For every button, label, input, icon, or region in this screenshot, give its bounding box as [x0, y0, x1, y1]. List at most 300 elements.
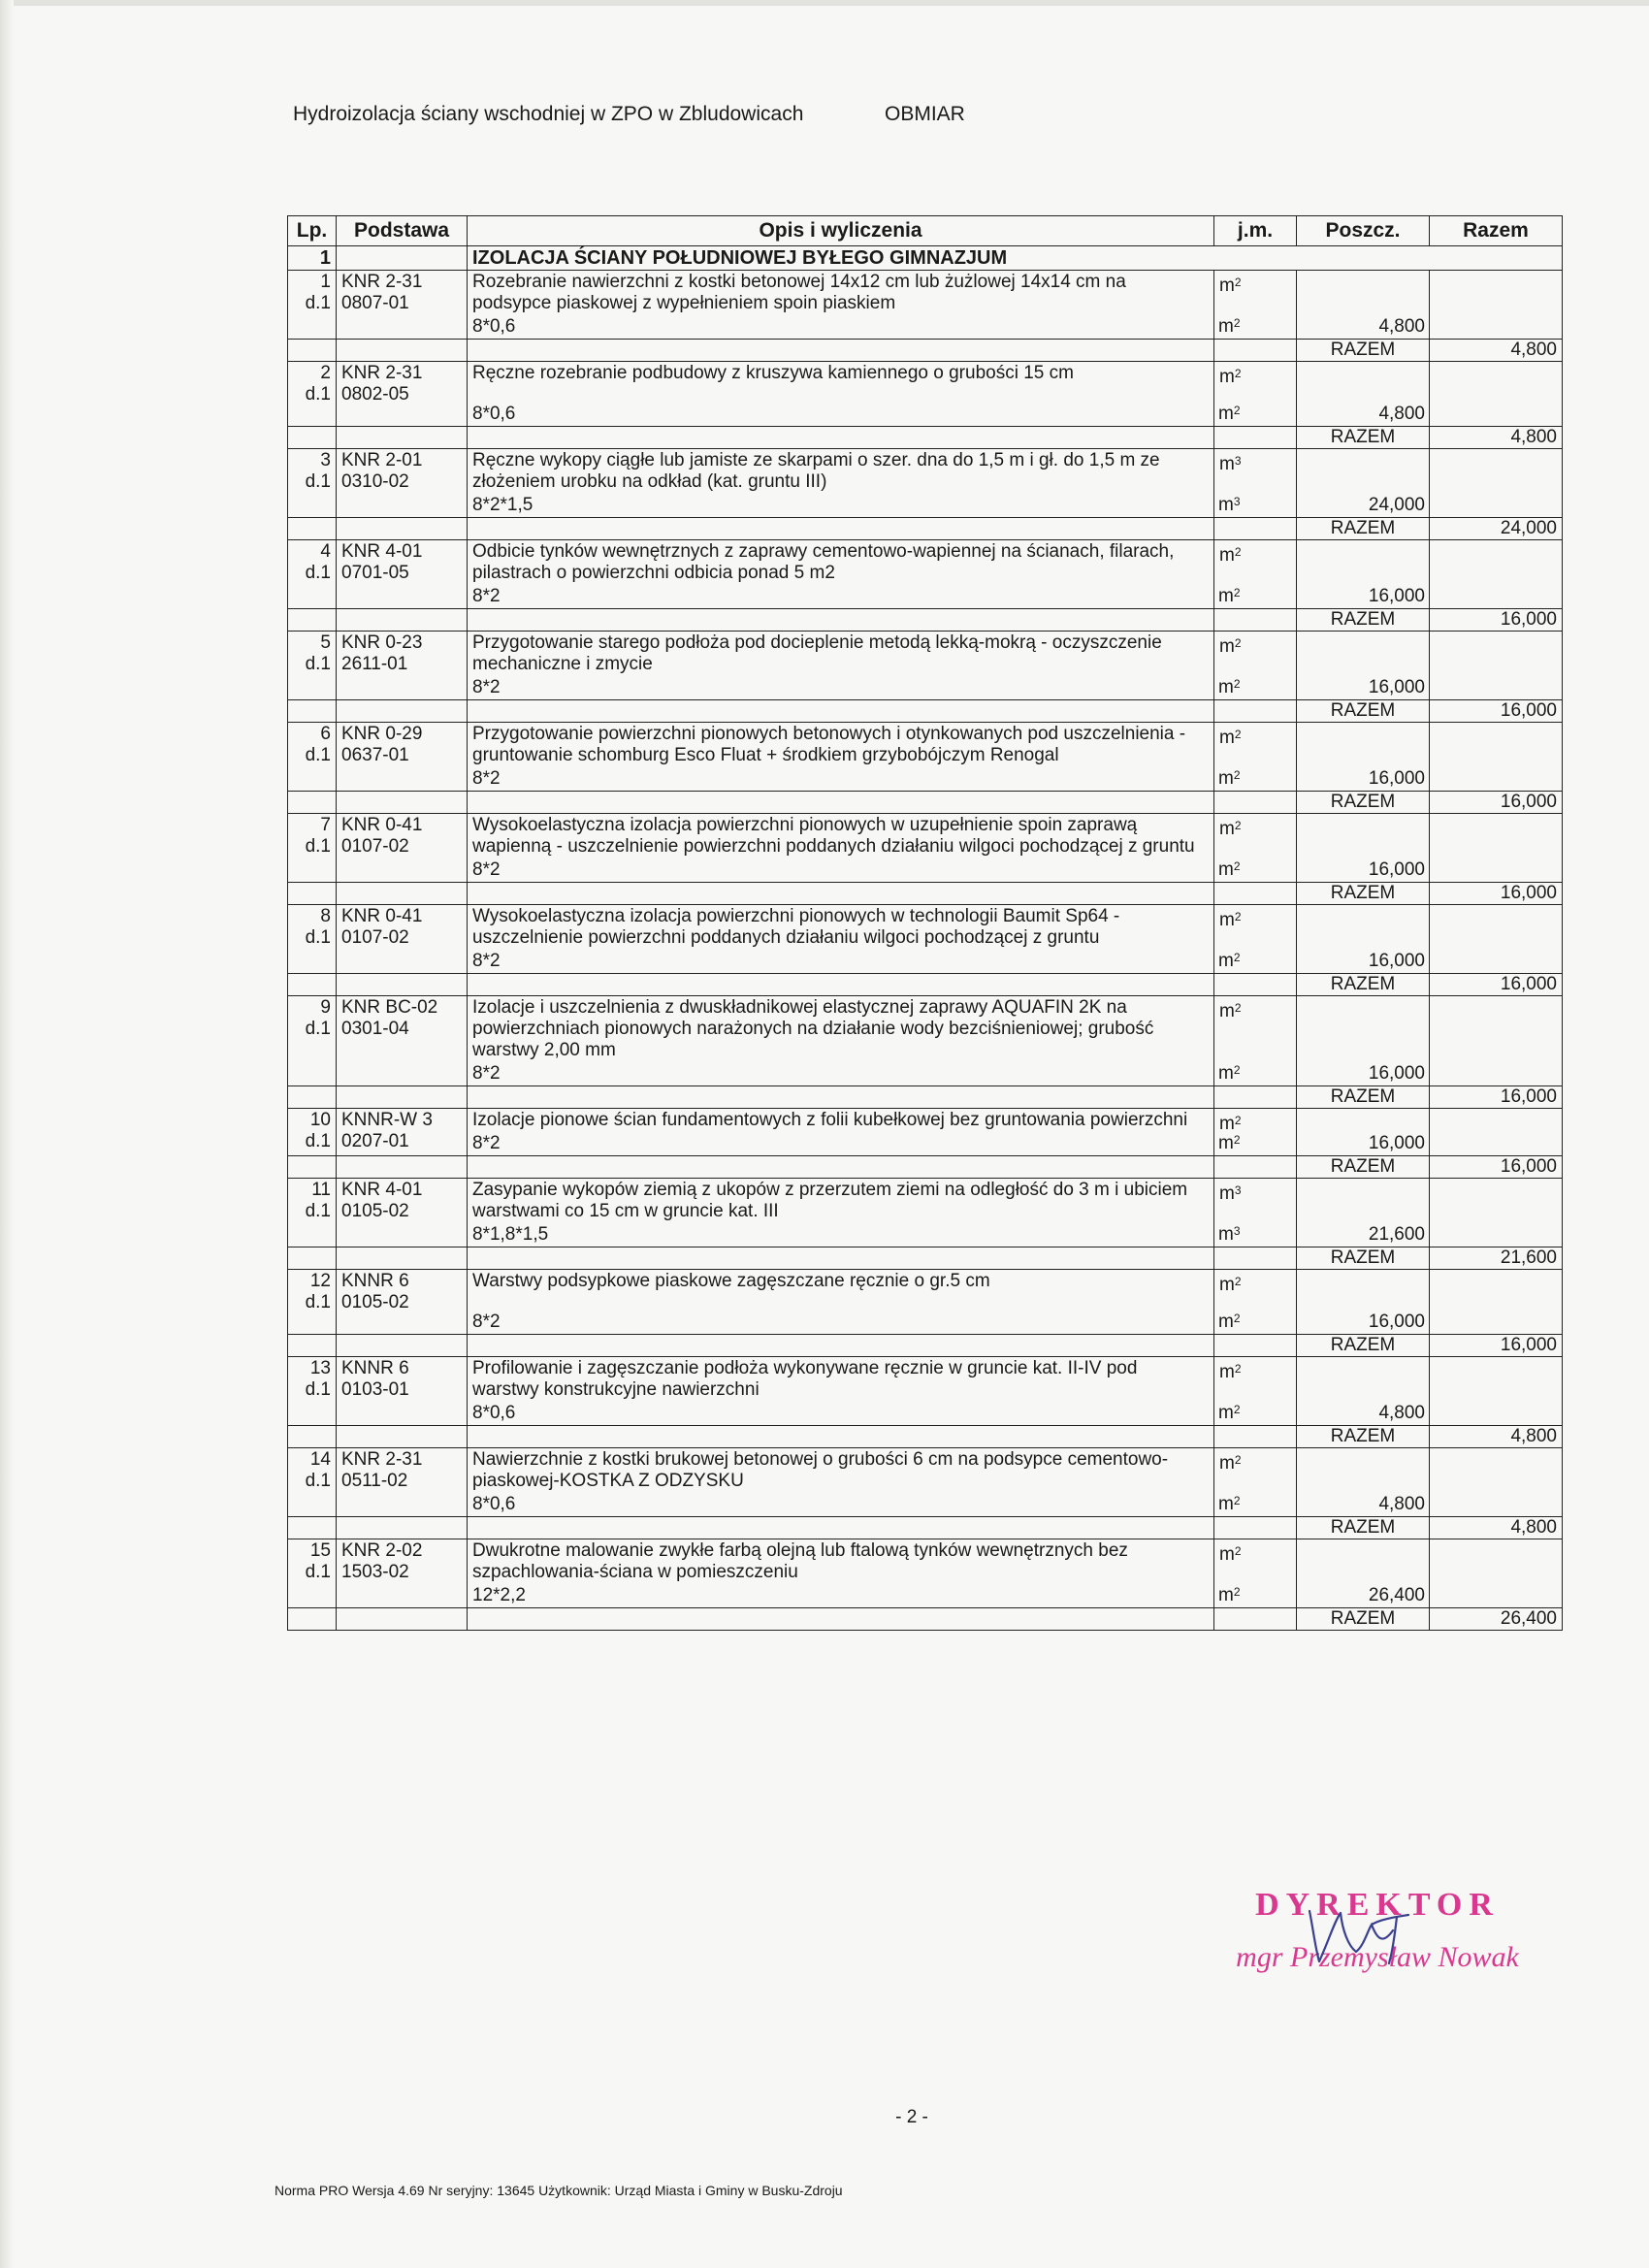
- item-unit: [1219, 1180, 1291, 1205]
- table-row: [288, 1109, 1563, 1156]
- document-title: Hydroizolacja ściany wschodniej w ZPO w Zbludowicach: [293, 103, 804, 125]
- unit-exponent: 2: [1234, 728, 1242, 741]
- unit-base: m: [1218, 859, 1234, 880]
- item-description: Izolacje pionowe ścian fundamentowych z folii kubełkowej bez gruntowania powierzchni: [472, 1110, 1188, 1130]
- subtotal-label: RAZEM: [1297, 1517, 1430, 1539]
- unit-base: m: [1218, 1403, 1234, 1423]
- item-basis: KNNR-W 3 0207-01: [337, 1109, 468, 1156]
- item-partial-value: 24,000: [1368, 495, 1425, 515]
- table-row: [288, 271, 1563, 340]
- unit-base: m: [1219, 545, 1235, 566]
- subtotal-empty: [468, 609, 1214, 632]
- unit-base: m: [1218, 677, 1234, 697]
- item-partial-cell: [1297, 632, 1430, 700]
- unit-exponent: 2: [1234, 1001, 1242, 1015]
- item-unit-cell: [1214, 1270, 1297, 1335]
- item-description-cell: [468, 1539, 1214, 1608]
- unit-exponent: 3: [1233, 1224, 1241, 1238]
- item-total-empty: [1430, 632, 1563, 700]
- item-description: Wysokoelastyczna izolacja powierzchni pionowych w uzupełnienie spoin zaprawą wapienną - uszczelnienie powierzchni poddanych działaniu wilgoci pochodzącej z gruntu: [472, 815, 1195, 857]
- subtotal-empty: [288, 1156, 337, 1179]
- item-unit: [1219, 541, 1291, 567]
- item-number: 6 d.1: [288, 723, 337, 792]
- item-partial-value: 21,600: [1368, 1224, 1425, 1245]
- unit-base: m: [1218, 1063, 1234, 1084]
- section-title: IZOLACJA ŚCIANY POŁUDNIOWEJ BYŁEGO GIMNAZJUM: [468, 246, 1563, 271]
- item-unit: [1219, 632, 1291, 658]
- subtotal-label: RAZEM: [1297, 518, 1430, 540]
- item-partial-value: 16,000: [1368, 768, 1425, 789]
- unit-base: m: [1219, 454, 1235, 474]
- subtotal-empty: [468, 427, 1214, 449]
- item-unit-calc: [1218, 1059, 1241, 1085]
- section-empty-cell: [337, 246, 468, 271]
- subtotal-empty: [1214, 1608, 1297, 1631]
- item-partial-cell: [1297, 1539, 1430, 1608]
- subtotal-label: RAZEM: [1297, 1247, 1430, 1270]
- unit-base: m: [1219, 367, 1235, 387]
- subtotal-empty: [288, 1426, 337, 1448]
- subtotal-empty: [468, 340, 1214, 362]
- unit-exponent: 2: [1233, 677, 1241, 691]
- item-calculation: 8*0,6: [472, 316, 516, 337]
- subtotal-value: 16,000: [1430, 609, 1563, 632]
- subtotal-empty: [468, 1086, 1214, 1109]
- subtotal-empty: [288, 1247, 337, 1270]
- subtotal-value: 16,000: [1430, 792, 1563, 814]
- document-type: OBMIAR: [885, 103, 965, 125]
- subtotal-empty: [337, 1086, 468, 1109]
- item-partial-cell: [1297, 1270, 1430, 1335]
- subtotal-label: RAZEM: [1297, 1156, 1430, 1179]
- unit-exponent: 2: [1233, 1403, 1241, 1416]
- item-basis: KNR 0-29 0637-01: [337, 723, 468, 792]
- item-description: Profilowanie i zagęszczanie podłoża wykonywane ręcznie w gruncie kat. II-IV pod warstwy konstrukcyjne nawierzchni: [472, 1358, 1138, 1400]
- item-unit-calc: [1218, 1129, 1241, 1154]
- item-description: Wysokoelastyczna izolacja powierzchni pionowych w technologii Baumit Sp64 - uszczelnienie powierzchni poddanych działaniu wilgoci pochodzącej z gruntu: [472, 906, 1120, 948]
- subtotal-row: [288, 974, 1563, 996]
- table-row: [288, 1539, 1563, 1608]
- item-total-empty: [1430, 1109, 1563, 1156]
- item-number: 2 d.1: [288, 362, 337, 427]
- subtotal-empty: [1214, 700, 1297, 723]
- subtotal-label: RAZEM: [1297, 1086, 1430, 1109]
- item-partial-value: 16,000: [1368, 586, 1425, 606]
- subtotal-empty: [1214, 609, 1297, 632]
- subtotal-empty: [288, 1517, 337, 1539]
- item-total-empty: [1430, 996, 1563, 1086]
- item-unit-cell: [1214, 1448, 1297, 1517]
- subtotal-row: [288, 792, 1563, 814]
- item-basis: KNR 2-31 0802-05: [337, 362, 468, 427]
- table-header-row: [288, 216, 1563, 246]
- subtotal-row: [288, 609, 1563, 632]
- item-partial-cell: [1297, 1109, 1430, 1156]
- unit-exponent: 2: [1233, 316, 1241, 330]
- item-description-cell: [468, 1357, 1214, 1426]
- subtotal-value: 16,000: [1430, 883, 1563, 905]
- subtotal-empty: [468, 1247, 1214, 1270]
- subtotal-label: RAZEM: [1297, 609, 1430, 632]
- item-basis: KNR 2-02 1503-02: [337, 1539, 468, 1608]
- subtotal-empty: [1214, 1247, 1297, 1270]
- subtotal-value: 16,000: [1430, 974, 1563, 996]
- unit-exponent: 3: [1233, 495, 1241, 508]
- subtotal-empty: [1214, 518, 1297, 540]
- item-partial-cell: [1297, 540, 1430, 609]
- unit-base: m: [1218, 951, 1234, 971]
- subtotal-label: RAZEM: [1297, 883, 1430, 905]
- item-description: Ręczne wykopy ciągłe lub jamiste ze skarpami o szer. dna do 1,5 m i gł. do 1,5 m ze złożeniem urobku na odkład (kat. gruntu III): [472, 450, 1160, 492]
- subtotal-empty: [337, 340, 468, 362]
- item-calculation: 8*2: [472, 1063, 501, 1084]
- subtotal-value: 4,800: [1430, 340, 1563, 362]
- item-unit-cell: [1214, 362, 1297, 427]
- subtotal-value: 21,600: [1430, 1247, 1563, 1270]
- unit-base: m: [1219, 1114, 1235, 1134]
- item-calculation: 8*2: [472, 768, 501, 789]
- item-partial-cell: [1297, 362, 1430, 427]
- item-partial-value: 26,400: [1368, 1585, 1425, 1605]
- item-unit-cell: [1214, 540, 1297, 609]
- subtotal-label: RAZEM: [1297, 792, 1430, 814]
- item-partial-value: 16,000: [1368, 951, 1425, 971]
- item-description: Przygotowanie starego podłoża pod docieplenie metodą lekką-mokrą - oczyszczenie mechaniczne i zmycie: [472, 632, 1162, 674]
- unit-base: m: [1219, 636, 1235, 657]
- item-partial-value: 4,800: [1378, 404, 1425, 424]
- item-number: 14 d.1: [288, 1448, 337, 1517]
- subtotal-value: 4,800: [1430, 427, 1563, 449]
- item-unit: [1219, 815, 1291, 840]
- item-description-cell: [468, 996, 1214, 1086]
- subtotal-value: 26,400: [1430, 1608, 1563, 1631]
- item-total-empty: [1430, 1179, 1563, 1247]
- unit-base: m: [1219, 728, 1235, 748]
- item-total-empty: [1430, 362, 1563, 427]
- unit-base: m: [1219, 1544, 1235, 1565]
- unit-exponent: 3: [1234, 454, 1242, 468]
- item-unit-cell: [1214, 1357, 1297, 1426]
- col-header-jm: j.m.: [1214, 216, 1297, 246]
- subtotal-empty: [288, 609, 337, 632]
- item-calculation: 8*1,8*1,5: [472, 1224, 549, 1245]
- item-calculation: 8*2: [472, 1312, 501, 1332]
- unit-exponent: 2: [1234, 367, 1242, 380]
- subtotal-empty: [288, 1608, 337, 1631]
- item-total-empty: [1430, 905, 1563, 974]
- item-description: Izolacje i uszczelnienia z dwuskładnikowej elastycznej zaprawy AQUAFIN 2K na powierzchniach pionowych narażonych na działanie wody bezciśnieniowej; grubość warstwy 2,00 mm: [472, 997, 1154, 1060]
- item-calculation: 8*2*1,5: [472, 495, 534, 515]
- unit-base: m: [1219, 819, 1235, 839]
- unit-exponent: 2: [1233, 1133, 1241, 1147]
- item-unit-calc: [1218, 947, 1241, 972]
- unit-exponent: 2: [1234, 1362, 1242, 1376]
- item-partial-value: 16,000: [1368, 677, 1425, 697]
- item-partial-cell: [1297, 1357, 1430, 1426]
- subtotal-empty: [337, 609, 468, 632]
- table-row: [288, 814, 1563, 883]
- subtotal-empty: [337, 974, 468, 996]
- unit-base: m: [1219, 275, 1235, 296]
- item-basis: KNR BC-02 0301-04: [337, 996, 468, 1086]
- subtotal-empty: [1214, 883, 1297, 905]
- item-unit-cell: [1214, 723, 1297, 792]
- item-unit-cell: [1214, 905, 1297, 974]
- item-unit: [1219, 1358, 1291, 1383]
- subtotal-label: RAZEM: [1297, 427, 1430, 449]
- unit-base: m: [1218, 1224, 1234, 1245]
- subtotal-row: [288, 883, 1563, 905]
- unit-base: m: [1218, 768, 1234, 789]
- section-number: 1: [288, 246, 337, 271]
- unit-exponent: 2: [1234, 1453, 1242, 1467]
- item-description: Przygotowanie powierzchni pionowych betonowych i otynkowanych pod uszczelnienia - gruntowanie schomburg Esco Fluat + środkiem grzybobójczym Renogal: [472, 724, 1186, 765]
- subtotal-empty: [468, 974, 1214, 996]
- item-description: Odbicie tynków wewnętrznych z zaprawy cementowo-wapiennej na ścianach, filarach, pilastrach o powierzchni odbicia ponad 5 m2: [472, 541, 1175, 583]
- item-number: 8 d.1: [288, 905, 337, 974]
- item-unit-calc: [1218, 1220, 1241, 1246]
- item-unit: [1219, 906, 1291, 931]
- unit-exponent: 2: [1233, 1585, 1241, 1599]
- subtotal-empty: [288, 427, 337, 449]
- unit-base: m: [1218, 1312, 1234, 1332]
- unit-exponent: 2: [1234, 910, 1242, 923]
- unit-exponent: 2: [1234, 1114, 1242, 1127]
- item-unit-calc: [1218, 1490, 1241, 1515]
- subtotal-row: [288, 1335, 1563, 1357]
- subtotal-value: 16,000: [1430, 1156, 1563, 1179]
- unit-base: m: [1219, 1275, 1235, 1295]
- unit-exponent: 2: [1234, 1544, 1242, 1558]
- item-description-cell: [468, 1270, 1214, 1335]
- item-number: 3 d.1: [288, 449, 337, 518]
- item-description-cell: [468, 723, 1214, 792]
- item-unit-cell: [1214, 271, 1297, 340]
- item-partial-value: 4,800: [1378, 1494, 1425, 1514]
- subtotal-empty: [1214, 1156, 1297, 1179]
- subtotal-empty: [468, 883, 1214, 905]
- table-row: [288, 905, 1563, 974]
- unit-exponent: 2: [1233, 586, 1241, 599]
- item-partial-value: 16,000: [1368, 1063, 1425, 1084]
- table-row: [288, 1179, 1563, 1247]
- table-row: [288, 540, 1563, 609]
- item-description-cell: [468, 540, 1214, 609]
- unit-base: m: [1219, 1001, 1235, 1021]
- item-unit: [1219, 724, 1291, 749]
- item-basis: KNR 2-01 0310-02: [337, 449, 468, 518]
- subtotal-empty: [337, 792, 468, 814]
- subtotal-empty: [1214, 1517, 1297, 1539]
- subtotal-label: RAZEM: [1297, 700, 1430, 723]
- unit-base: m: [1218, 1585, 1234, 1605]
- unit-exponent: 2: [1233, 768, 1241, 782]
- item-unit-cell: [1214, 996, 1297, 1086]
- scan-left-edge: [0, 0, 14, 2268]
- unit-base: m: [1218, 1494, 1234, 1514]
- item-partial-cell: [1297, 905, 1430, 974]
- unit-exponent: 2: [1234, 1275, 1242, 1288]
- item-basis: KNR 4-01 0105-02: [337, 1179, 468, 1247]
- item-number: 4 d.1: [288, 540, 337, 609]
- subtotal-label: RAZEM: [1297, 974, 1430, 996]
- subtotal-empty: [337, 700, 468, 723]
- item-unit-cell: [1214, 814, 1297, 883]
- subtotal-empty: [1214, 974, 1297, 996]
- item-description-cell: [468, 1179, 1214, 1247]
- unit-base: m: [1219, 910, 1235, 930]
- item-unit-cell: [1214, 1109, 1297, 1156]
- item-calculation: 8*0,6: [472, 1403, 516, 1423]
- subtotal-empty: [1214, 340, 1297, 362]
- item-partial-value: 16,000: [1368, 1312, 1425, 1332]
- item-description-cell: [468, 362, 1214, 427]
- subtotal-empty: [1214, 1335, 1297, 1357]
- item-total-empty: [1430, 1357, 1563, 1426]
- unit-exponent: 2: [1233, 859, 1241, 873]
- subtotal-row: [288, 340, 1563, 362]
- item-description-cell: [468, 449, 1214, 518]
- item-unit-calc: [1218, 764, 1241, 790]
- subtotal-empty: [468, 1517, 1214, 1539]
- subtotal-empty: [337, 427, 468, 449]
- subtotal-empty: [1214, 427, 1297, 449]
- unit-base: m: [1218, 316, 1234, 337]
- item-calculation: 8*2: [472, 677, 501, 697]
- item-number: 10 d.1: [288, 1109, 337, 1156]
- subtotal-empty: [288, 974, 337, 996]
- unit-base: m: [1219, 1183, 1235, 1204]
- subtotal-empty: [1214, 1086, 1297, 1109]
- item-unit-calc: [1218, 312, 1241, 338]
- subtotal-empty: [337, 883, 468, 905]
- item-unit-calc: [1218, 1308, 1241, 1333]
- subtotal-empty: [288, 340, 337, 362]
- item-unit-calc: [1218, 582, 1241, 607]
- item-description: Zasypanie wykopów ziemią z ukopów z przerzutem ziemi na odległość do 3 m i ubiciem warstwami co 15 cm w gruncie kat. III: [472, 1180, 1188, 1221]
- subtotal-row: [288, 700, 1563, 723]
- subtotal-empty: [468, 1426, 1214, 1448]
- item-basis: KNR 0-23 2611-01: [337, 632, 468, 700]
- subtotal-row: [288, 518, 1563, 540]
- table-row: [288, 449, 1563, 518]
- item-partial-cell: [1297, 1448, 1430, 1517]
- subtotal-empty: [337, 1608, 468, 1631]
- subtotal-row: [288, 1156, 1563, 1179]
- measurement-table: [287, 215, 1563, 1631]
- subtotal-empty: [337, 1517, 468, 1539]
- item-description-cell: [468, 905, 1214, 974]
- unit-exponent: 2: [1234, 636, 1242, 650]
- scan-top-edge: [0, 0, 1649, 6]
- unit-exponent: 2: [1233, 951, 1241, 964]
- subtotal-value: 4,800: [1430, 1517, 1563, 1539]
- item-calculation: 8*0,6: [472, 404, 516, 424]
- item-description: Dwukrotne malowanie zwykłe farbą olejną lub ftalową tynków wewnętrznych bez szpachlowania-ściana w pomieszczeniu: [472, 1540, 1128, 1582]
- item-unit: [1219, 363, 1291, 388]
- item-partial-value: 16,000: [1368, 859, 1425, 880]
- unit-exponent: 2: [1234, 275, 1242, 289]
- item-unit-cell: [1214, 1539, 1297, 1608]
- unit-exponent: 3: [1234, 1183, 1242, 1197]
- col-header-poszcz: Poszcz.: [1297, 216, 1430, 246]
- item-total-empty: [1430, 1539, 1563, 1608]
- subtotal-empty: [288, 1335, 337, 1357]
- section-row: [288, 246, 1563, 271]
- item-description: Nawierzchnie z kostki brukowej betonowej o grubości 6 cm na podsypce cementowo-piaskowej-KOSTKA Z ODZYSKU: [472, 1449, 1169, 1491]
- item-calculation: 8*2: [472, 951, 501, 971]
- item-calculation: 8*0,6: [472, 1494, 516, 1514]
- table-row: [288, 632, 1563, 700]
- software-footer: Norma PRO Wersja 4.69 Nr seryjny: 13645 Użytkownik: Urząd Miasta i Gminy w Busku-Zdroju: [275, 2183, 843, 2198]
- item-total-empty: [1430, 540, 1563, 609]
- item-number: 13 d.1: [288, 1357, 337, 1426]
- item-unit-calc: [1218, 400, 1241, 425]
- item-partial-value: 4,800: [1378, 1403, 1425, 1423]
- unit-exponent: 2: [1233, 1494, 1241, 1507]
- item-partial-cell: [1297, 814, 1430, 883]
- subtotal-value: 4,800: [1430, 1426, 1563, 1448]
- item-unit-cell: [1214, 1179, 1297, 1247]
- table-row: [288, 1270, 1563, 1335]
- item-total-empty: [1430, 449, 1563, 518]
- item-description-cell: [468, 1109, 1214, 1156]
- item-partial-cell: [1297, 449, 1430, 518]
- item-unit: [1219, 1449, 1291, 1474]
- item-unit: [1219, 1271, 1291, 1296]
- subtotal-empty: [337, 1426, 468, 1448]
- item-number: 7 d.1: [288, 814, 337, 883]
- item-number: 9 d.1: [288, 996, 337, 1086]
- subtotal-value: 16,000: [1430, 700, 1563, 723]
- subtotal-row: [288, 1086, 1563, 1109]
- item-unit: [1219, 272, 1291, 297]
- subtotal-label: RAZEM: [1297, 1426, 1430, 1448]
- table-row: [288, 1448, 1563, 1517]
- unit-base: m: [1218, 1133, 1234, 1153]
- item-unit: [1219, 1540, 1291, 1566]
- item-unit-cell: [1214, 449, 1297, 518]
- unit-base: m: [1218, 495, 1234, 515]
- subtotal-label: RAZEM: [1297, 1335, 1430, 1357]
- item-number: 12 d.1: [288, 1270, 337, 1335]
- item-unit: [1219, 997, 1291, 1022]
- subtotal-empty: [337, 1156, 468, 1179]
- item-calculation: 8*2: [472, 586, 501, 606]
- table-body: [288, 246, 1563, 1631]
- item-description: Rozebranie nawierzchni z kostki betonowej 14x12 cm lub żużlowej 14x14 cm na podsypce piaskowej z wypełnieniem spoin piaskiem: [472, 272, 1126, 313]
- item-unit-calc: [1218, 856, 1241, 881]
- subtotal-empty: [468, 1608, 1214, 1631]
- item-number: 5 d.1: [288, 632, 337, 700]
- item-partial-value: 4,800: [1378, 316, 1425, 337]
- item-description-cell: [468, 814, 1214, 883]
- item-unit-calc: [1218, 1581, 1241, 1606]
- subtotal-value: 16,000: [1430, 1086, 1563, 1109]
- subtotal-empty: [1214, 792, 1297, 814]
- subtotal-empty: [288, 883, 337, 905]
- subtotal-row: [288, 1247, 1563, 1270]
- item-partial-cell: [1297, 271, 1430, 340]
- item-calculation: 8*2: [472, 859, 501, 880]
- stamp-title: DYREKTOR: [1255, 1887, 1500, 1923]
- subtotal-row: [288, 427, 1563, 449]
- signature-graphic: [1300, 1901, 1416, 1969]
- subtotal-empty: [468, 1156, 1214, 1179]
- item-total-empty: [1430, 271, 1563, 340]
- item-number: 11 d.1: [288, 1179, 337, 1247]
- item-total-empty: [1430, 1448, 1563, 1517]
